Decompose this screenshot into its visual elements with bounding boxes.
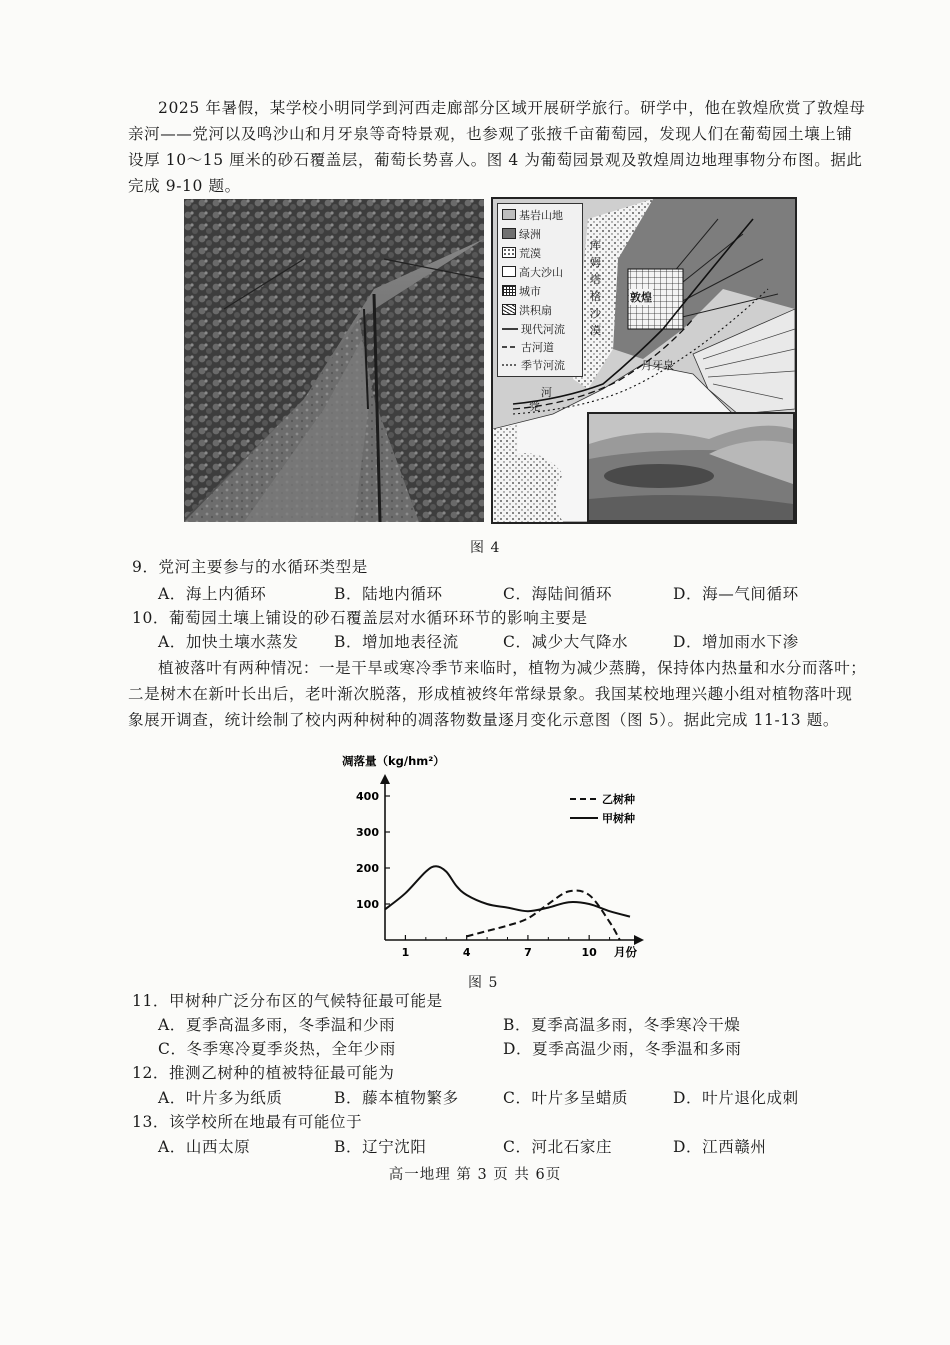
map-label-river-char-2: 党 <box>529 400 540 413</box>
map-label-crescent-spring: 月牙泉 <box>641 359 674 372</box>
figure-4-caption: 图 4 <box>470 540 501 556</box>
legend-label: 乙树种 <box>602 793 635 806</box>
x-tick-label: 7 <box>524 946 532 959</box>
legend-bedrock: 基岩山地 <box>502 206 563 223</box>
page-footer: 高一地理 第 3 页 共 6页 <box>388 1167 562 1183</box>
y-tick-label: 300 <box>356 826 379 839</box>
q12-option-d[interactable]: D．叶片退化成刺 <box>673 1089 799 1107</box>
q9-option-d[interactable]: D．海—气间循环 <box>673 585 799 603</box>
map-legend <box>497 203 583 377</box>
x-tick-label: 4 <box>462 946 471 959</box>
map-label-dunhuang: 敦煌 <box>630 291 652 304</box>
question-9: 9．党河主要参与的水循环类型是 <box>132 558 368 576</box>
vineyard-photo <box>184 199 484 522</box>
q12-option-b[interactable]: B．藤本植物繁多 <box>334 1089 459 1107</box>
q13-option-c[interactable]: C．河北石家庄 <box>503 1138 613 1156</box>
q10-option-a[interactable]: A．加快土壤水蒸发 <box>158 633 299 651</box>
q11-option-a[interactable]: A．夏季高温多雨，冬季温和少雨 <box>158 1016 396 1034</box>
map-label-kumtag-desert: 库姆塔格沙漠 <box>590 239 601 337</box>
figure-5-chart <box>330 748 660 968</box>
legend-city: 城市 <box>502 282 541 299</box>
legend-sand-mountain: 高大沙山 <box>502 263 563 280</box>
question-12: 12．推测乙树种的植被特征最可能为 <box>132 1064 395 1082</box>
q11-option-c[interactable]: C．冬季寒冷夏季炎热，全年少雨 <box>158 1040 396 1058</box>
y-tick-label: 100 <box>356 898 379 911</box>
dunhuang-map <box>491 197 797 524</box>
q13-option-a[interactable]: A．山西太原 <box>158 1138 251 1156</box>
q10-option-c[interactable]: C．减少大气降水 <box>503 633 629 651</box>
q9-option-c[interactable]: C．海陆间循环 <box>503 585 613 603</box>
question-13: 13．该学校所在地最有可能位于 <box>132 1113 363 1131</box>
y-tick-label: 200 <box>356 862 379 875</box>
chart-x-arrow <box>634 935 644 945</box>
q12-option-a[interactable]: A．叶片多为纸质 <box>158 1089 283 1107</box>
intro-paragraph-2: 植被落叶有两种情况：一是干旱或寒冷季节来临时，植物为减少蒸腾，保持体内热量和水分而落叶；二是树木在新叶长出后，老叶渐次脱落，形成植被终年常绿景象。我国某校地理兴趣小组对植物落叶现象展开调查，统计绘制了校内两种树种的凋落物数量逐月变化示意图（图 5）。据此完成 11-13 题。 <box>128 659 867 729</box>
legend-oasis: 绿洲 <box>502 225 541 242</box>
series-line-1 <box>385 866 630 916</box>
q10-option-b[interactable]: B．增加地表径流 <box>334 633 459 651</box>
y-tick-label: 400 <box>356 790 379 803</box>
x-tick-label: 1 <box>401 946 410 959</box>
legend-alluvial-fan: 洪积扇 <box>502 301 552 318</box>
question-11: 11．甲树种广泛分布区的气候特征最可能是 <box>132 992 443 1010</box>
legend-ancient-channel: 古河道 <box>521 340 554 354</box>
question-10: 10．葡萄园土壤上铺设的砂石覆盖层对水循环环节的影响主要是 <box>132 609 588 627</box>
q11-option-b[interactable]: B．夏季高温多雨，冬季寒冷干燥 <box>503 1016 741 1034</box>
legend-seasonal-river: 季节河流 <box>521 358 565 372</box>
legend-modern-river: 现代河流 <box>521 322 565 336</box>
q9-option-a[interactable]: A．海上内循环 <box>158 585 267 603</box>
chart-y-arrow <box>380 774 390 784</box>
q9-option-b[interactable]: B．陆地内循环 <box>334 585 443 603</box>
chart-xlabel: 月份 <box>614 945 637 959</box>
series-line-2 <box>467 891 620 940</box>
legend-desert: 荒漠 <box>502 244 541 261</box>
q13-option-d[interactable]: D．江西赣州 <box>673 1138 767 1156</box>
q12-option-c[interactable]: C．叶片多呈蜡质 <box>503 1089 629 1107</box>
chart-ylabel: 凋落量（kg/hm²） <box>342 754 445 768</box>
x-tick-label: 10 <box>581 946 597 959</box>
intro-paragraph-1: 2025 年暑假，某学校小明同学到河西走廊部分区域开展研学旅行。研学中，他在敦煌欣赏了敦煌母亲河——党河以及鸣沙山和月牙泉等奇特景观，也参观了张掖千亩葡萄园，发现人们在葡萄园土壤上铺设厚 10～15 厘米的砂石覆盖层，葡萄长势喜人。图 4 为葡萄园景观及敦煌周边地理事物分布图。据此完成 9-10 题。 <box>128 99 866 195</box>
figure-5-caption: 图 5 <box>468 975 499 991</box>
crescent-spring-inset-photo <box>587 412 795 522</box>
map-label-river-char-1: 河 <box>541 386 552 399</box>
q11-option-d[interactable]: D．夏季高温少雨，冬季温和多雨 <box>503 1040 742 1058</box>
legend-label: 甲树种 <box>602 812 635 825</box>
q13-option-b[interactable]: B．辽宁沈阳 <box>334 1138 427 1156</box>
q10-option-d[interactable]: D．增加雨水下渗 <box>673 633 799 651</box>
